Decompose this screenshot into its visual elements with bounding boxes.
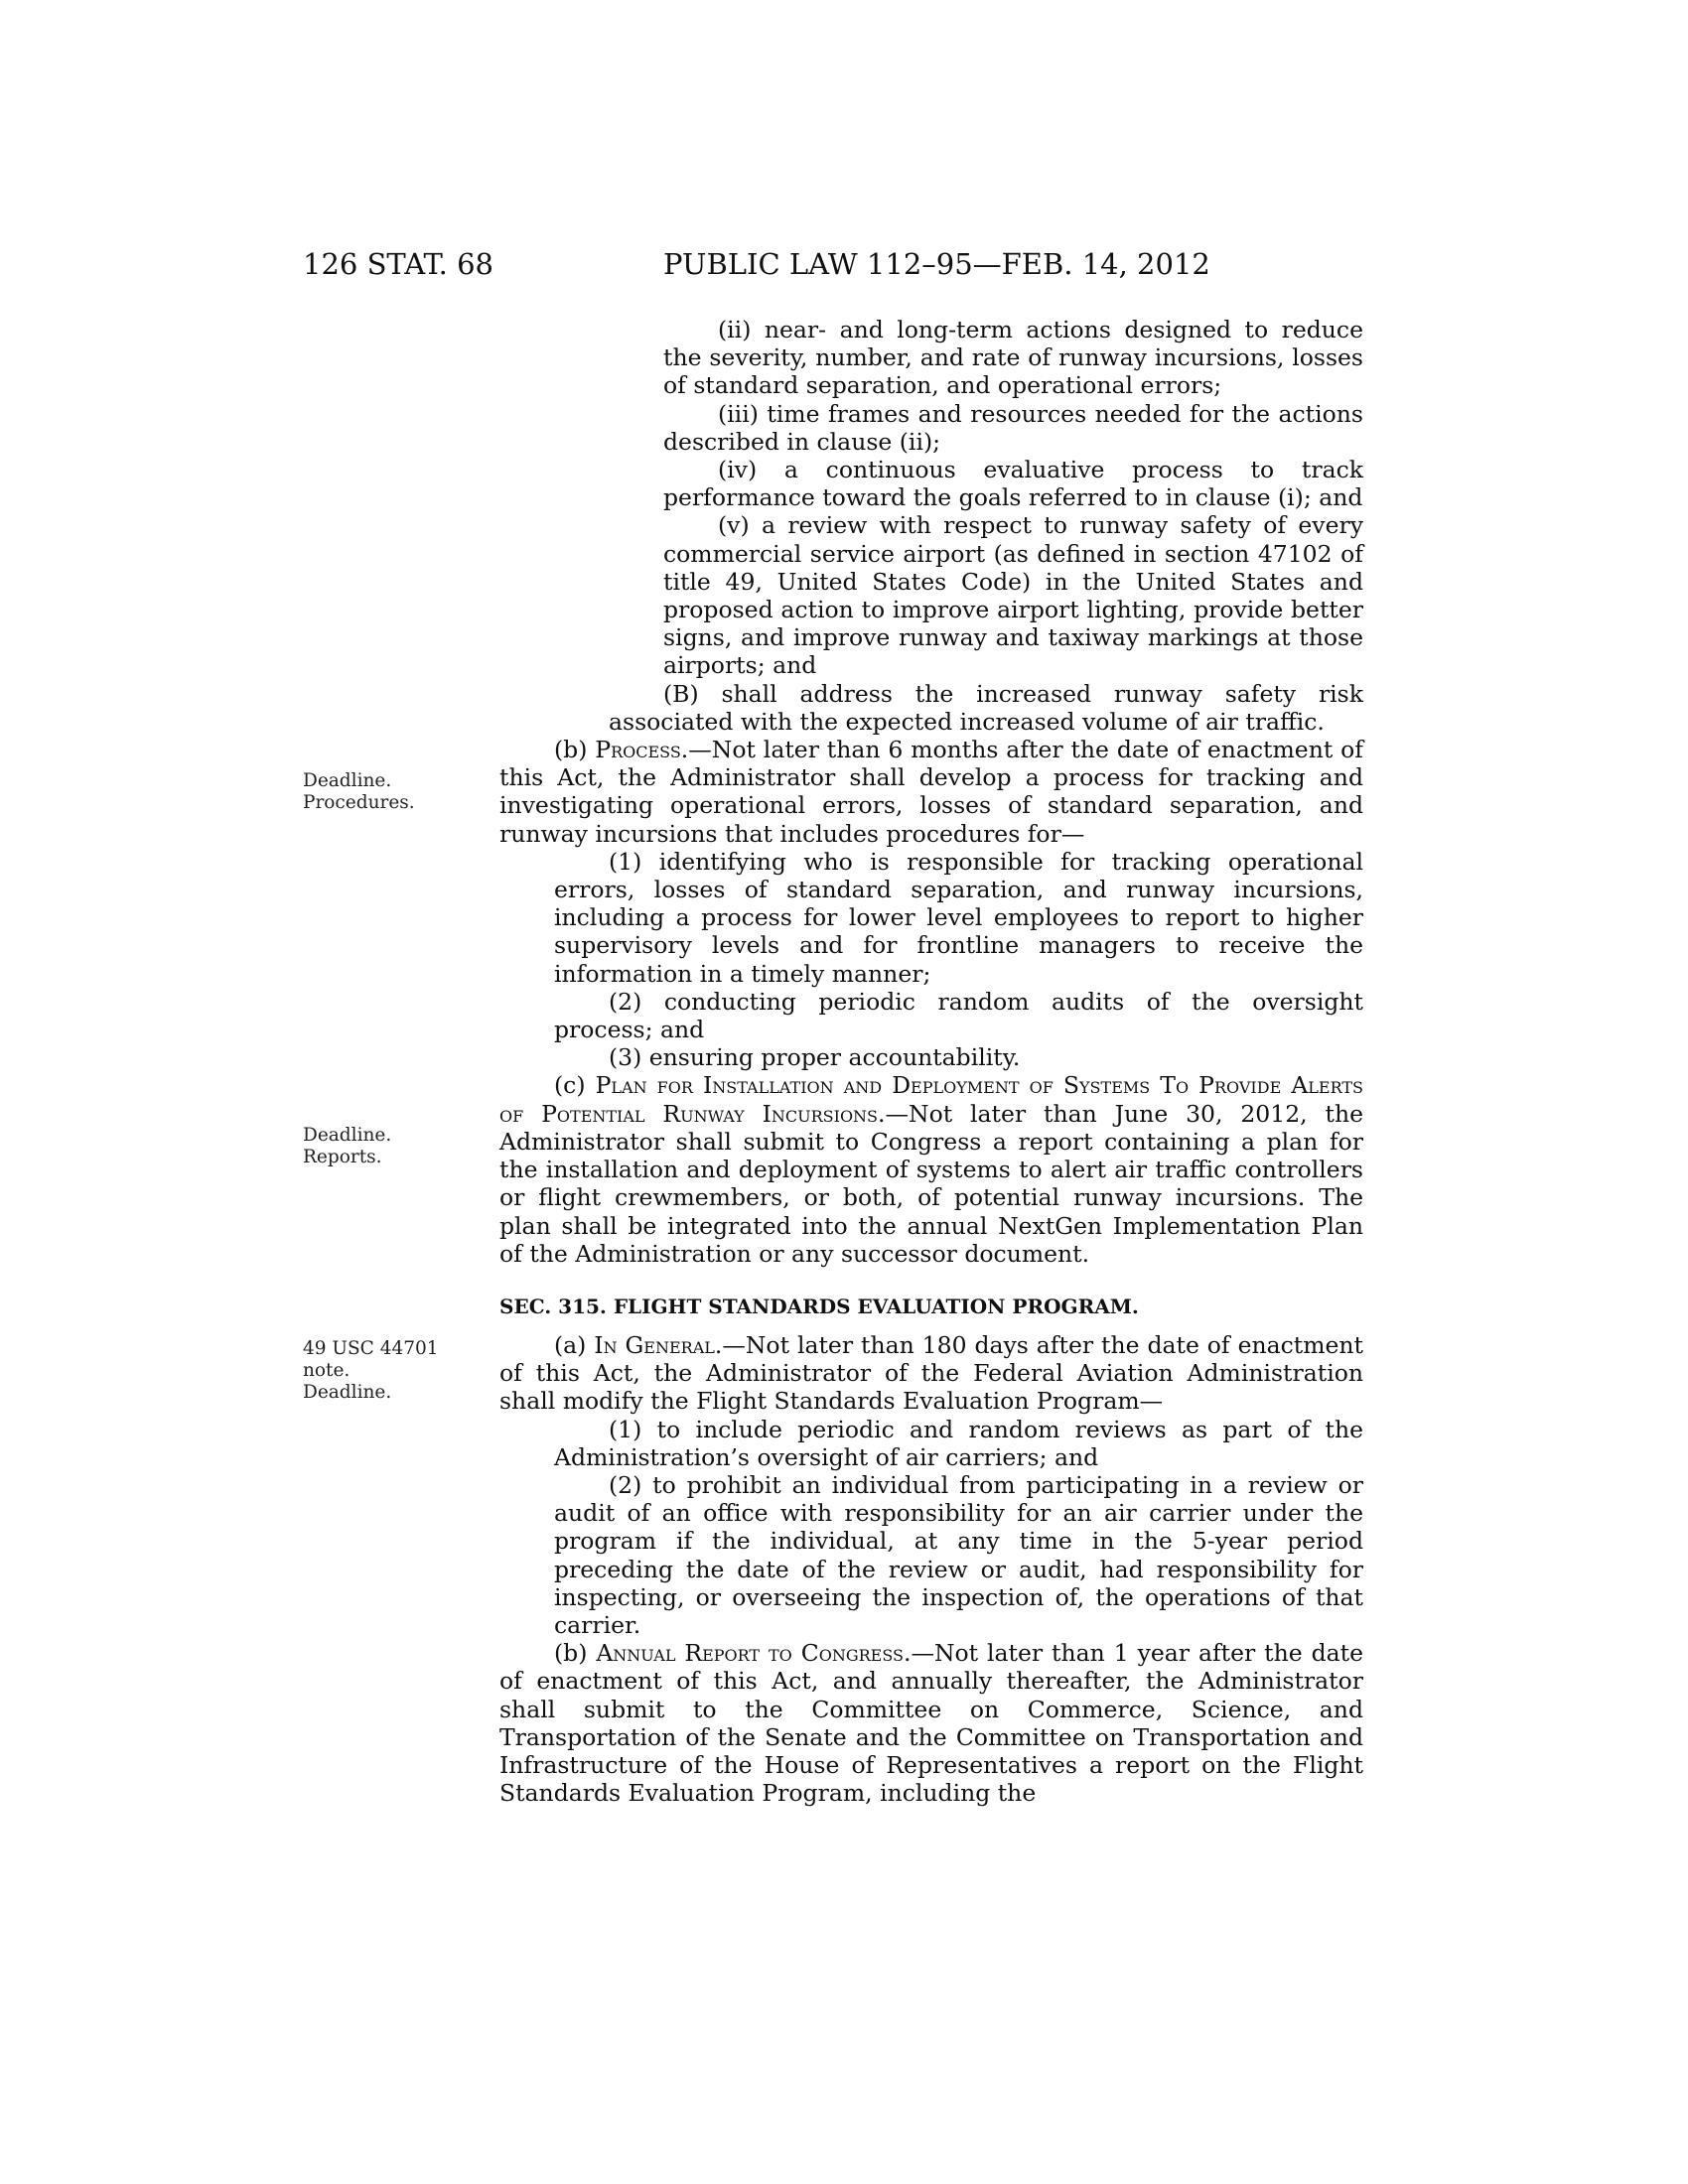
section-315-subsection-a bbox=[499, 1331, 1363, 1416]
subsection-heading: In General. bbox=[594, 1330, 723, 1359]
paragraph-b-3: (3) ensuring proper accountability. bbox=[609, 1043, 1021, 1072]
margin-note-line: Deadline. bbox=[303, 1382, 392, 1403]
clause-ii: (ii) near- and long-term actions designed to reduce the severity, number, and rate of runway incursions, losses of standard separation, and operational errors; bbox=[663, 316, 1363, 400]
margin-note-line: Procedures. bbox=[303, 792, 415, 813]
subsection-label: (c) bbox=[554, 1071, 596, 1100]
statute-page-reference: 126 STAT. 68 bbox=[303, 247, 493, 281]
subsection-c-plan bbox=[499, 1071, 1363, 1267]
subsection-heading: Process. bbox=[595, 736, 689, 764]
page-header bbox=[0, 246, 1688, 286]
margin-note-line: Reports. bbox=[303, 1147, 382, 1167]
subsection-text: —Not later than June 30, 2012, the Administrator shall submit to Congress a report containing a plan for the installation and deployment of systems to alert air traffic controllers or flight crewmembers, or both, of potential runway incursions. The plan shall be integrated into the annual NextGen Implementation Plan of the Administration or any successor document. bbox=[499, 1099, 1363, 1268]
paragraph-a-2: (2) to prohibit an individual from participating in a review or audit of an office with responsibility for an air carrier under the program if the individual, at any time in the 5-year period preceding the date of the review or audit, had responsibility for inspecting, or overseeing the inspection of, the operations of that carrier. bbox=[554, 1470, 1363, 1639]
margin-note-usc-citation bbox=[303, 1338, 452, 1404]
margin-note-line: 49 USC 44701 bbox=[303, 1338, 439, 1359]
law-text-column bbox=[499, 316, 1363, 1807]
subsection-b-process bbox=[499, 736, 1363, 848]
subsection-text: —Not later than 180 days after the date of enactment of this Act, the Administrator of the Federal Aviation Administration shall modify the Flight Standards Evaluation Program— bbox=[499, 1330, 1363, 1416]
subsection-heading: Annual Report to Congress. bbox=[596, 1639, 912, 1668]
public-law-title: PUBLIC LAW 112–95—FEB. 14, 2012 bbox=[663, 247, 1210, 281]
paragraph-b-2: (2) conducting periodic random audits of the oversight process; and bbox=[554, 987, 1363, 1044]
clause-iv: (iv) a continuous evaluative process to track performance toward the goals referred to in clause (i); and bbox=[663, 456, 1363, 512]
paragraph-a-1: (1) to include periodic and random reviews as part of the Administration’s oversight of air carriers; and bbox=[554, 1415, 1363, 1471]
margin-note-deadline-procedures bbox=[303, 770, 452, 814]
clause-iii: (iii) time frames and resources needed for the actions described in clause (ii); bbox=[663, 399, 1363, 456]
subparagraph-b: (B) shall address the increased runway safety risk associated with the expected increased volume of air traffic. bbox=[609, 679, 1363, 736]
margin-note-line: Deadline. bbox=[303, 1125, 392, 1146]
subsection-heading: Plan for Installation and Deployment of Systems To Provide Alerts of Potential Runway Incursions. bbox=[499, 1071, 1364, 1128]
subsection-label: (b) bbox=[554, 736, 596, 764]
section-315-heading: SEC. 315. FLIGHT STANDARDS EVALUATION PROGRAM. bbox=[499, 1294, 1139, 1318]
subsection-label: (b) bbox=[554, 1639, 597, 1668]
paragraph-b-1: (1) identifying who is responsible for tracking operational errors, losses of standard separation, and runway incursions, including a process for lower level employees to report to higher supervisory levels and for frontline managers to receive the information in a timely manner; bbox=[554, 847, 1363, 988]
subsection-text: —Not later than 1 year after the date of enactment of this Act, and annually thereafter, the Administrator shall submit to the Committee on Commerce, Science, and Transportation of the Senate and the Committee on Transportation and Infrastructure of the House of Representatives a report on the Flight Standards Evaluation Program, including the bbox=[499, 1639, 1363, 1808]
margin-note-deadline-reports bbox=[303, 1125, 452, 1168]
subsection-label: (a) bbox=[554, 1330, 595, 1359]
clause-v: (v) a review with respect to runway safety of every commercial service airport (as defined in section 47102 of title 49, United States Code) in the United States and proposed action to improve airport lighting, provide better signs, and improve runway and taxiway markings at those airports; and bbox=[663, 511, 1363, 680]
subsection-text: —Not later than 6 months after the date of enactment of this Act, the Administrator shall develop a process for tracking and investigating operational errors, losses of standard separation, and runway incursions that includes procedures for— bbox=[499, 736, 1363, 848]
section-315-subsection-b bbox=[499, 1639, 1363, 1807]
margin-note-line: note. bbox=[303, 1360, 351, 1381]
margin-note-line: Deadline. bbox=[303, 770, 392, 791]
